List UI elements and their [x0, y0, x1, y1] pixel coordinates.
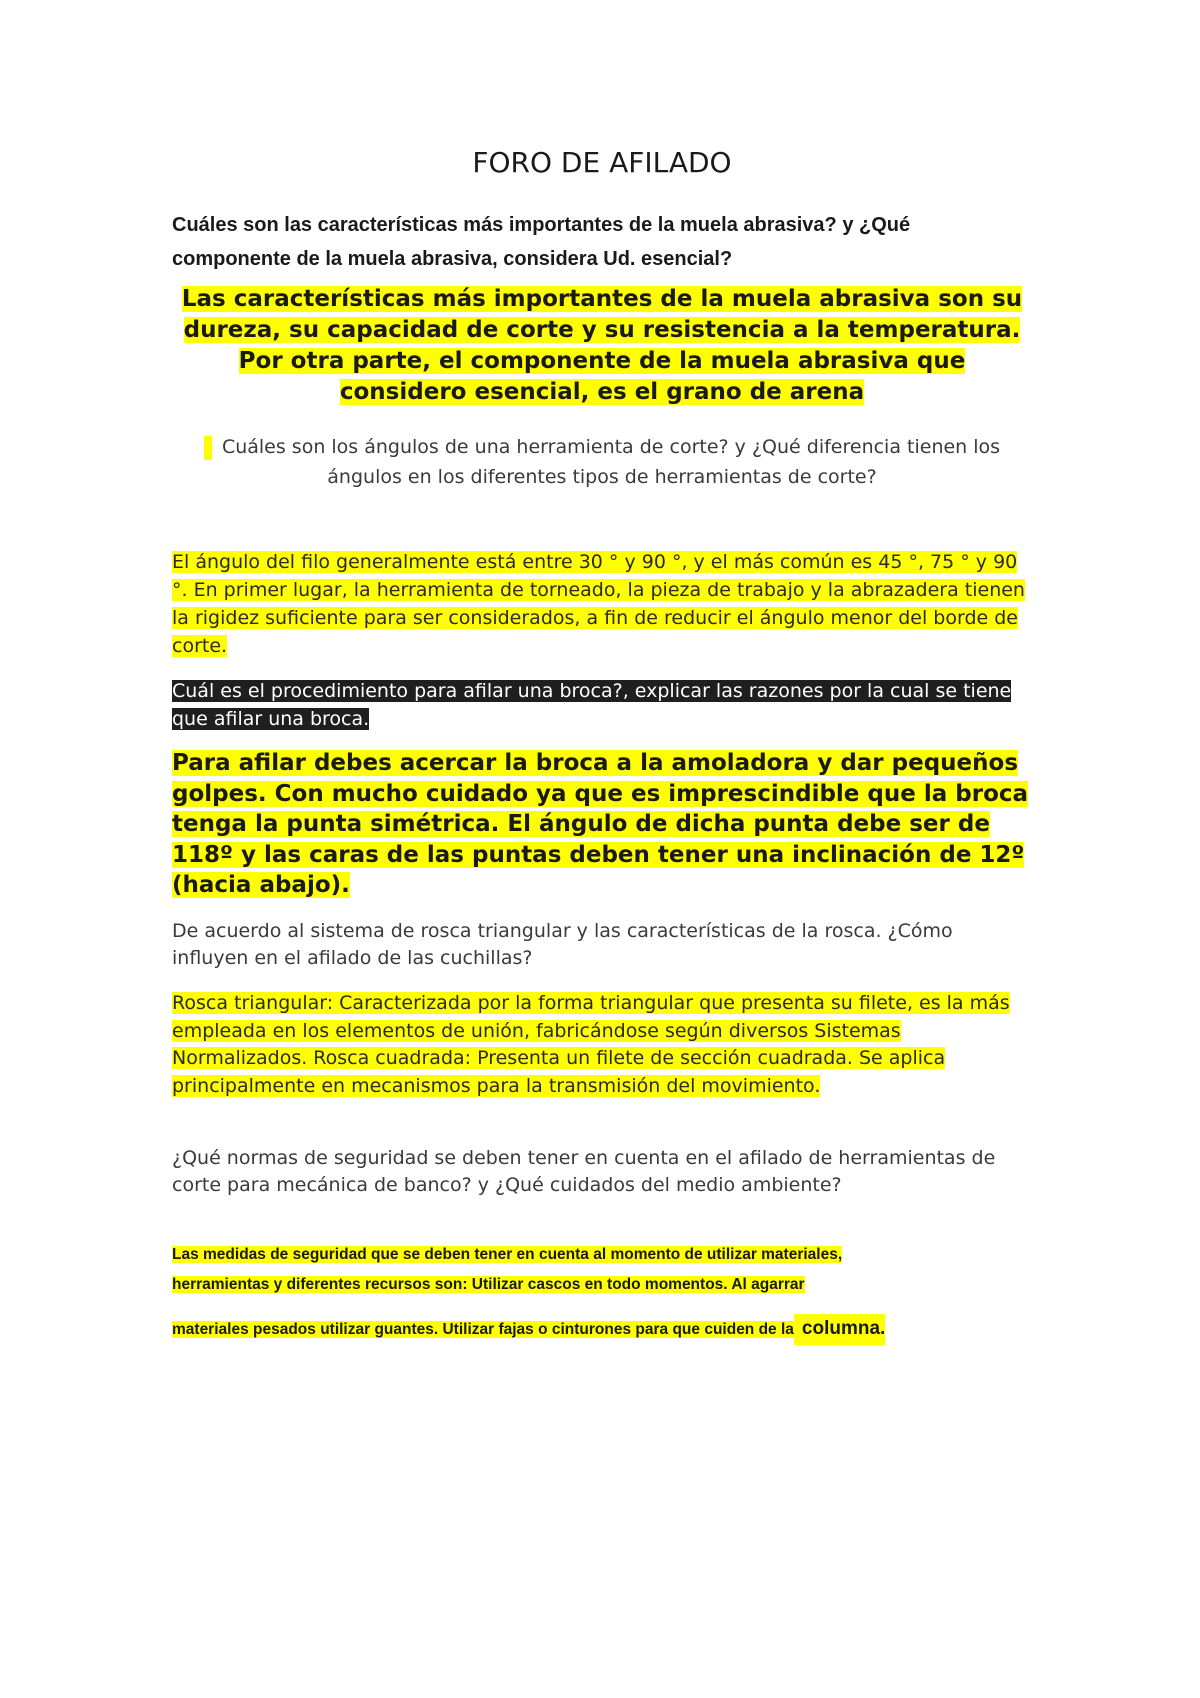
- highlight-marker: [204, 436, 212, 460]
- answer-5-line-2: herramientas y diferentes recursos son: Utilizar cascos en todo momentos. Al agarrar: [172, 1276, 805, 1293]
- question-4-text: De acuerdo al sistema de rosca triangular y las características de la rosca. ¿Cómo influyen en el afilado de las cuchillas?: [172, 920, 953, 969]
- question-4: [172, 918, 1032, 972]
- answer-4-text: Rosca triangular: Caracterizada por la forma triangular que presenta su filete, es la más empleada en los elementos de unión, fabricándose según diversos Sistemas Normalizados. Rosca cuadrada: Presenta un filete de sección cuadrada. Se aplica principalmente en mecanismos para la transmisión del movimiento.: [172, 992, 1010, 1097]
- answer-5-last-word: columna.: [794, 1314, 885, 1345]
- question-3-text: Cuál es el procedimiento para afilar una broca?, explicar las razones por la cual se tiene que afilar una broca.: [172, 680, 1012, 730]
- question-1: [172, 208, 1032, 276]
- page-title: FORO DE AFILADO: [472, 146, 732, 179]
- answer-3: [172, 748, 1032, 901]
- answer-5-line-3: materiales pesados utilizar guantes. Utilizar fajas o cinturones para que cuiden de la: [172, 1321, 794, 1338]
- answer-1: [172, 284, 1032, 408]
- question-2-text: Cuáles son los ángulos de una herramienta de corte? y ¿Qué diferencia tienen los ángulos en los diferentes tipos de herramientas de corte?: [221, 436, 1001, 488]
- question-5: [172, 1145, 1032, 1199]
- question-1-text: Cuáles son las características más importantes de la muela abrasiva? y ¿Qué componente de la muela abrasiva, considera Ud. esencial?: [172, 214, 911, 270]
- answer-5: [172, 1240, 1032, 1345]
- answer-4: [172, 990, 1032, 1100]
- answer-5-line-1: Las medidas de seguridad que se deben tener en cuenta al momento de utilizar materiales,: [172, 1246, 843, 1263]
- answer-2-text: El ángulo del filo generalmente está entre 30 ° y 90 °, y el más común es 45 °, 75 ° y 90 °. En primer lugar, la herramienta de torneado, la pieza de trabajo y la abrazadera tienen la rigidez suficiente para ser considerados, a fin de reducir el ángulo menor del borde de corte.: [172, 551, 1025, 657]
- question-5-text: ¿Qué normas de seguridad se deben tener en cuenta en el afilado de herramientas de corte para mecánica de banco? y ¿Qué cuidados del medio ambiente?: [172, 1147, 996, 1196]
- question-3: [172, 677, 1032, 733]
- answer-2: [172, 548, 1032, 660]
- answer-3-text: Para afilar debes acercar la broca a la amoladora y dar pequeños golpes. Con mucho cuidado ya que es imprescindible que la broca tenga la punta simétrica. El ángulo de dicha punta debe ser de 118º y las caras de las puntas deben tener una inclinación de 12º (hacia abajo).: [172, 750, 1029, 898]
- question-2: [172, 432, 1032, 492]
- answer-5-line-3-wrap: [172, 1314, 1032, 1345]
- answer-1-text: Las características más importantes de la muela abrasiva son su dureza, su capacidad de corte y su resistencia a la temperatura. Por otra parte, el componente de la muela abrasiva que considero esencial, es el grano de arena: [181, 286, 1023, 405]
